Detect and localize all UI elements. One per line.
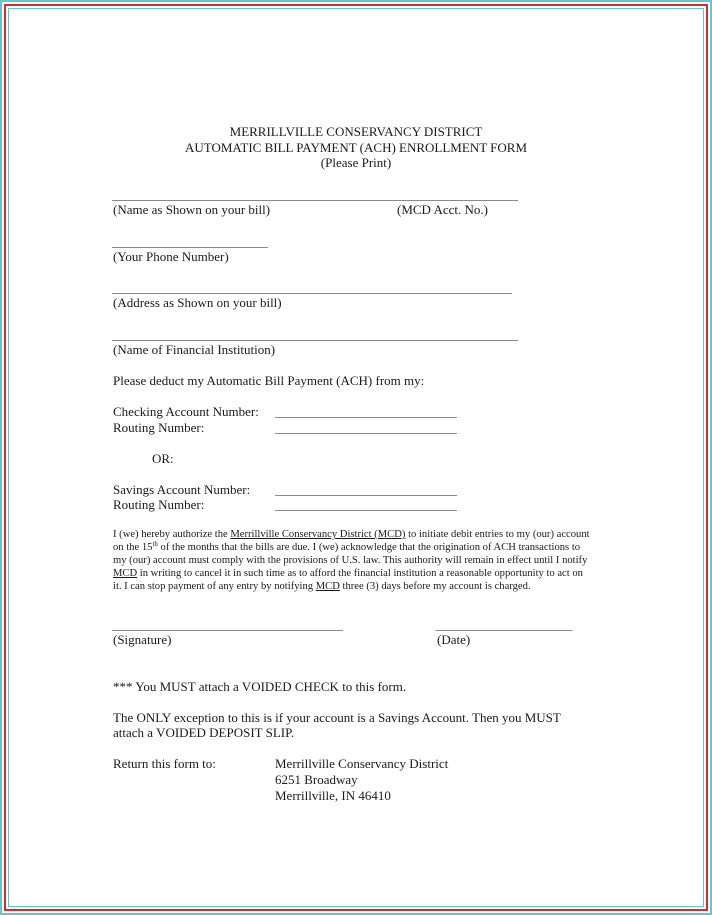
return-name: Merrillville Conservancy District — [275, 756, 449, 771]
institution-field-label: (Name of Financial Institution) — [113, 342, 276, 357]
mcd-abbrev-2: MCD — [315, 581, 340, 592]
phone-field-label: (Your Phone Number) — [113, 249, 229, 264]
checking-account-field[interactable] — [275, 417, 457, 418]
date-field-line[interactable] — [436, 630, 572, 631]
form-title: AUTOMATIC BILL PAYMENT (ACH) ENROLLMENT FORM — [185, 140, 527, 155]
name-acct-field-line[interactable] — [112, 200, 518, 201]
name-field-label: (Name as Shown on your bill) — [113, 202, 271, 217]
signature-label: (Signature) — [113, 632, 172, 647]
savings-account-field[interactable] — [275, 495, 457, 496]
exception-note-line-1: The ONLY exception to this is if your account is a Savings Account. Then you MUST — [113, 710, 561, 725]
address-field-label: (Address as Shown on your bill) — [113, 295, 282, 310]
date-label: (Date) — [437, 632, 471, 647]
deduct-intro: Please deduct my Automatic Bill Payment (ACH) from my: — [113, 373, 425, 388]
mcd-abbrev-1: MCD — [113, 568, 138, 579]
routing-number-label-1: Routing Number: — [113, 420, 205, 435]
acct-field-label: (MCD Acct. No.) — [397, 202, 488, 217]
checking-account-label: Checking Account Number: — [113, 404, 259, 419]
authorization-text: I (we) hereby authorize the Merrillville Conservancy District (MCD) to initiate debit entries to my (our) account on the 15th of the months that the bills are due. I (we) acknowledge that the origination of ACH transactions to my (our) account must comply with the provisions of U.S. law. This authority will remain in effect until I notify MCD in writing to cancel it in such time as to afford the financial institution a reasonable opportunity to act on it. I can stop payment of any entry by notifying MCD three (3) days before my account is charged. — [113, 529, 590, 592]
return-label: Return this form to: — [113, 756, 216, 771]
form-org-title: MERRILLVILLE CONSERVANCY DISTRICT — [229, 124, 483, 139]
form-instruction: (Please Print) — [320, 155, 392, 170]
phone-field-line[interactable] — [112, 247, 268, 248]
routing-number-label-2: Routing Number: — [113, 497, 205, 512]
exception-note-line-2: attach a VOIDED DEPOSIT SLIP. — [113, 725, 295, 740]
address-field-line[interactable] — [112, 293, 512, 294]
signature-field-line[interactable] — [112, 630, 343, 631]
institution-field-line[interactable] — [112, 340, 518, 341]
return-street: 6251 Broadway — [275, 772, 358, 787]
routing-number-field-2[interactable] — [275, 510, 457, 511]
savings-account-label: Savings Account Number: — [113, 482, 251, 497]
routing-number-field-1[interactable] — [275, 433, 457, 434]
mcd-full-name: Merrillville Conservancy District (MCD) — [230, 529, 406, 540]
or-label: OR: — [152, 451, 174, 466]
voided-check-note: *** You MUST attach a VOIDED CHECK to this form. — [113, 679, 407, 694]
return-city: Merrillville, IN 46410 — [275, 788, 391, 803]
